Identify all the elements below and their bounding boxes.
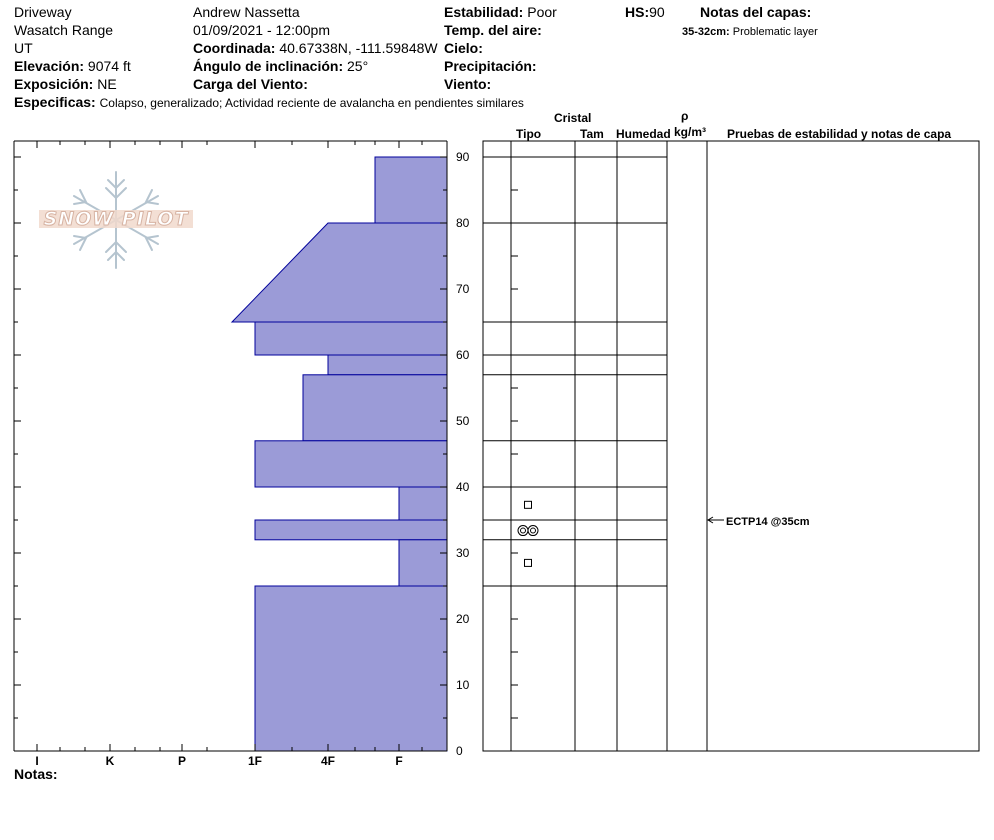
range-name: Wasatch Range [14, 22, 114, 38]
aspect-value: NE [97, 76, 117, 92]
grain-square-icon [525, 559, 532, 566]
header-moisture: Humedad [616, 127, 671, 141]
y-tick-label: 90 [456, 150, 470, 164]
observer-name: Andrew Nassetta [193, 4, 300, 20]
hardness-label: 1F [247, 754, 263, 768]
hardness-label: F [395, 754, 403, 768]
notes-label: Notas: [14, 766, 58, 782]
hardness-bar [255, 520, 447, 540]
grain-ring-icon [531, 528, 536, 533]
hardness-label: K [105, 754, 115, 768]
header-tests: Pruebas de estabilidad y notas de capa [727, 127, 952, 141]
header-size: Tam [580, 127, 604, 141]
stability-value: Poor [527, 4, 557, 20]
y-tick-label: 20 [456, 612, 470, 626]
logo-text: SNOW PILOT [43, 208, 189, 230]
air-temp-label: Temp. del aire: [444, 22, 542, 38]
hardness-bar [255, 586, 447, 751]
y-tick-label: 0 [456, 744, 463, 758]
elevation-value: 9074 ft [87, 58, 131, 74]
state-name: UT [14, 40, 33, 56]
y-tick-label: 40 [456, 480, 470, 494]
hardness-bar [328, 355, 447, 375]
hardness-bar [255, 322, 447, 355]
y-tick-label: 50 [456, 414, 470, 428]
header-density-unit: kg/m³ [674, 125, 707, 139]
hardness-bar [303, 375, 447, 441]
y-tick-label: 30 [456, 546, 470, 560]
hardness-bar [399, 540, 447, 586]
y-tick-label: 70 [456, 282, 470, 296]
coordinate-label: Coordinada: [193, 40, 276, 56]
specifics-label: Especificas: [14, 94, 96, 110]
coordinate-value: 40.67338N, -111.59848W [279, 40, 438, 56]
y-tick-label: 80 [456, 216, 470, 230]
wind-load-label: Carga del Viento: [193, 76, 308, 92]
grain-ring-icon [518, 526, 528, 536]
header-crystal: Cristal [554, 111, 592, 125]
grain-ring-icon [528, 526, 538, 536]
hs-label: HS: [625, 4, 650, 20]
layer-notes-label: Notas del capas: [700, 4, 812, 20]
specifics-value: Colapso, generalizado; Actividad reciente de avalancha en pendientes similares [99, 96, 524, 110]
stability-test-note: ECTP14 @35cm [726, 516, 810, 528]
grain-square-icon [525, 501, 532, 508]
y-tick-label: 60 [456, 348, 470, 362]
elevation-label: Elevación: [14, 58, 85, 74]
hardness-bar [232, 223, 447, 322]
stability-label: Estabilidad: [444, 4, 524, 20]
hardness-bar [399, 487, 447, 520]
layer-note-depth: 35-32cm: [682, 26, 730, 38]
precip-label: Precipitación: [444, 58, 537, 74]
location-name: Driveway [14, 4, 72, 20]
hardness-label: P [177, 754, 187, 768]
slope-value: 25° [347, 58, 369, 74]
header-type: Tipo [516, 127, 542, 141]
wind-label: Viento: [444, 76, 492, 92]
grain-ring-icon [521, 528, 526, 533]
slope-label: Ángulo de inclinación: [193, 58, 344, 74]
header-rho: ρ [681, 109, 689, 123]
hardness-bar [375, 157, 447, 223]
hardness-bar [255, 441, 447, 487]
hardness-label: I [35, 754, 39, 768]
sky-label: Cielo: [444, 40, 483, 56]
hs-value: 90 [649, 4, 665, 20]
hardness-label: 4F [320, 754, 336, 768]
table-frame [483, 141, 979, 751]
layer-note-text: Problematic layer [732, 26, 818, 38]
observation-datetime: 01/09/2021 - 12:00pm [193, 22, 330, 38]
y-tick-label: 10 [456, 678, 470, 692]
aspect-label: Exposición: [14, 76, 94, 92]
